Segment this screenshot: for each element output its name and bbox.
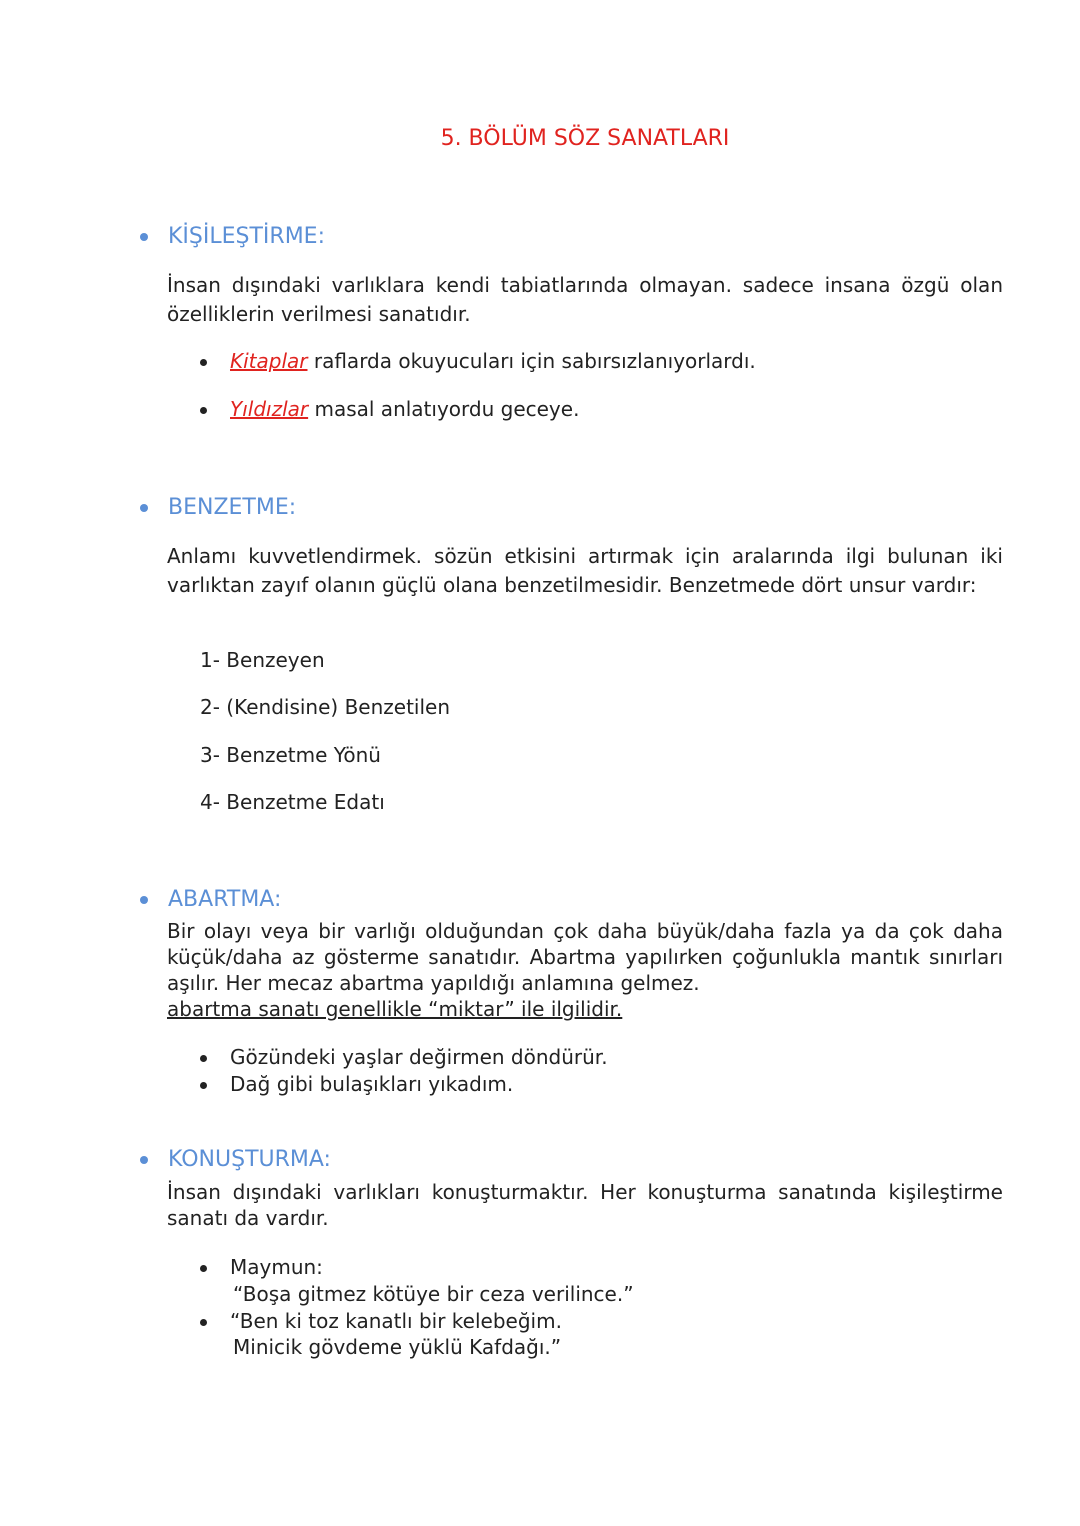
example-item [200, 349, 756, 373]
bullet-icon [140, 896, 148, 904]
bullet-icon [200, 1055, 207, 1062]
element-item: 1- Benzeyen [200, 648, 325, 672]
example-text: Maymun: [230, 1255, 323, 1279]
bullet-icon [200, 407, 207, 414]
section-heading-abartma [140, 887, 281, 912]
element-item: 4- Benzetme Edatı [200, 790, 385, 814]
section-heading-benzetme [140, 495, 296, 520]
heading-text: KİŞİLEŞTİRME: [168, 224, 325, 249]
example-text: masal anlatıyordu geceye. [308, 397, 580, 421]
bullet-icon [140, 1156, 148, 1164]
abartma-note: abartma sanatı genellikle “miktar” ile ilgilidir. [167, 997, 623, 1021]
definition-konusturma: İnsan dışındaki varlıkları konuşturmaktır. Her konuşturma sanatında kişileştirme sanatı da vardır. [167, 1180, 1003, 1230]
example-text: raflarda okuyucuları için sabırsızlanıyorlardı. [307, 349, 756, 373]
heading-text: ABARTMA: [168, 887, 282, 912]
highlight-word: Yıldızlar [230, 397, 309, 421]
definition-kisilestirme: İnsan dışındaki varlıklara kendi tabiatlarında olmayan. sadece insana özgü olan özelliklerin verilmesi sanatıdır. [167, 273, 1003, 326]
example-text: Gözündeki yaşlar değirmen döndürür. [230, 1045, 608, 1069]
page-title: 5. BÖLÜM SÖZ SANATLARI [440, 126, 730, 151]
example-item [200, 1045, 608, 1069]
section-heading-kisilestirme [140, 224, 325, 249]
bullet-icon [200, 359, 207, 366]
highlight-word: Kitaplar [230, 349, 308, 373]
example-item [200, 397, 579, 421]
example-text: Minicik gövdeme yüklü Kafdağı.” [233, 1335, 562, 1359]
example-item [200, 1072, 513, 1096]
example-item [200, 1255, 323, 1279]
example-item [200, 1309, 562, 1333]
heading-text: BENZETME: [168, 495, 297, 520]
bullet-icon [200, 1082, 207, 1089]
example-text: “Boşa gitmez kötüye bir ceza verilince.” [233, 1282, 634, 1306]
heading-text: KONUŞTURMA: [168, 1147, 331, 1172]
definition-benzetme: Anlamı kuvvetlendirmek. sözün etkisini artırmak için aralarında ilgi bulunan iki varlıktan zayıf olanın güçlü olana benzetilmesidir. Benzetmede dört unsur vardır: [167, 544, 1003, 597]
example-text: “Ben ki toz kanatlı bir kelebeğim. [230, 1309, 562, 1333]
section-heading-konusturma [140, 1147, 331, 1172]
bullet-icon [200, 1265, 207, 1272]
definition-abartma: Bir olayı veya bir varlığı olduğundan çok daha büyük/daha fazla ya da çok daha küçük/daha az gösterme sanatıdır. Abartma yapılırken çoğunlukla mantık sınırları aşılır. Her mecaz abartma yapıldığı anlamına gelmez. [167, 919, 1003, 995]
bullet-icon [200, 1319, 207, 1326]
bullet-icon [140, 233, 148, 241]
element-item: 2- (Kendisine) Benzetilen [200, 695, 451, 719]
bullet-icon [140, 504, 148, 512]
example-text: Dağ gibi bulaşıkları yıkadım. [230, 1072, 514, 1096]
element-item: 3- Benzetme Yönü [200, 743, 381, 767]
